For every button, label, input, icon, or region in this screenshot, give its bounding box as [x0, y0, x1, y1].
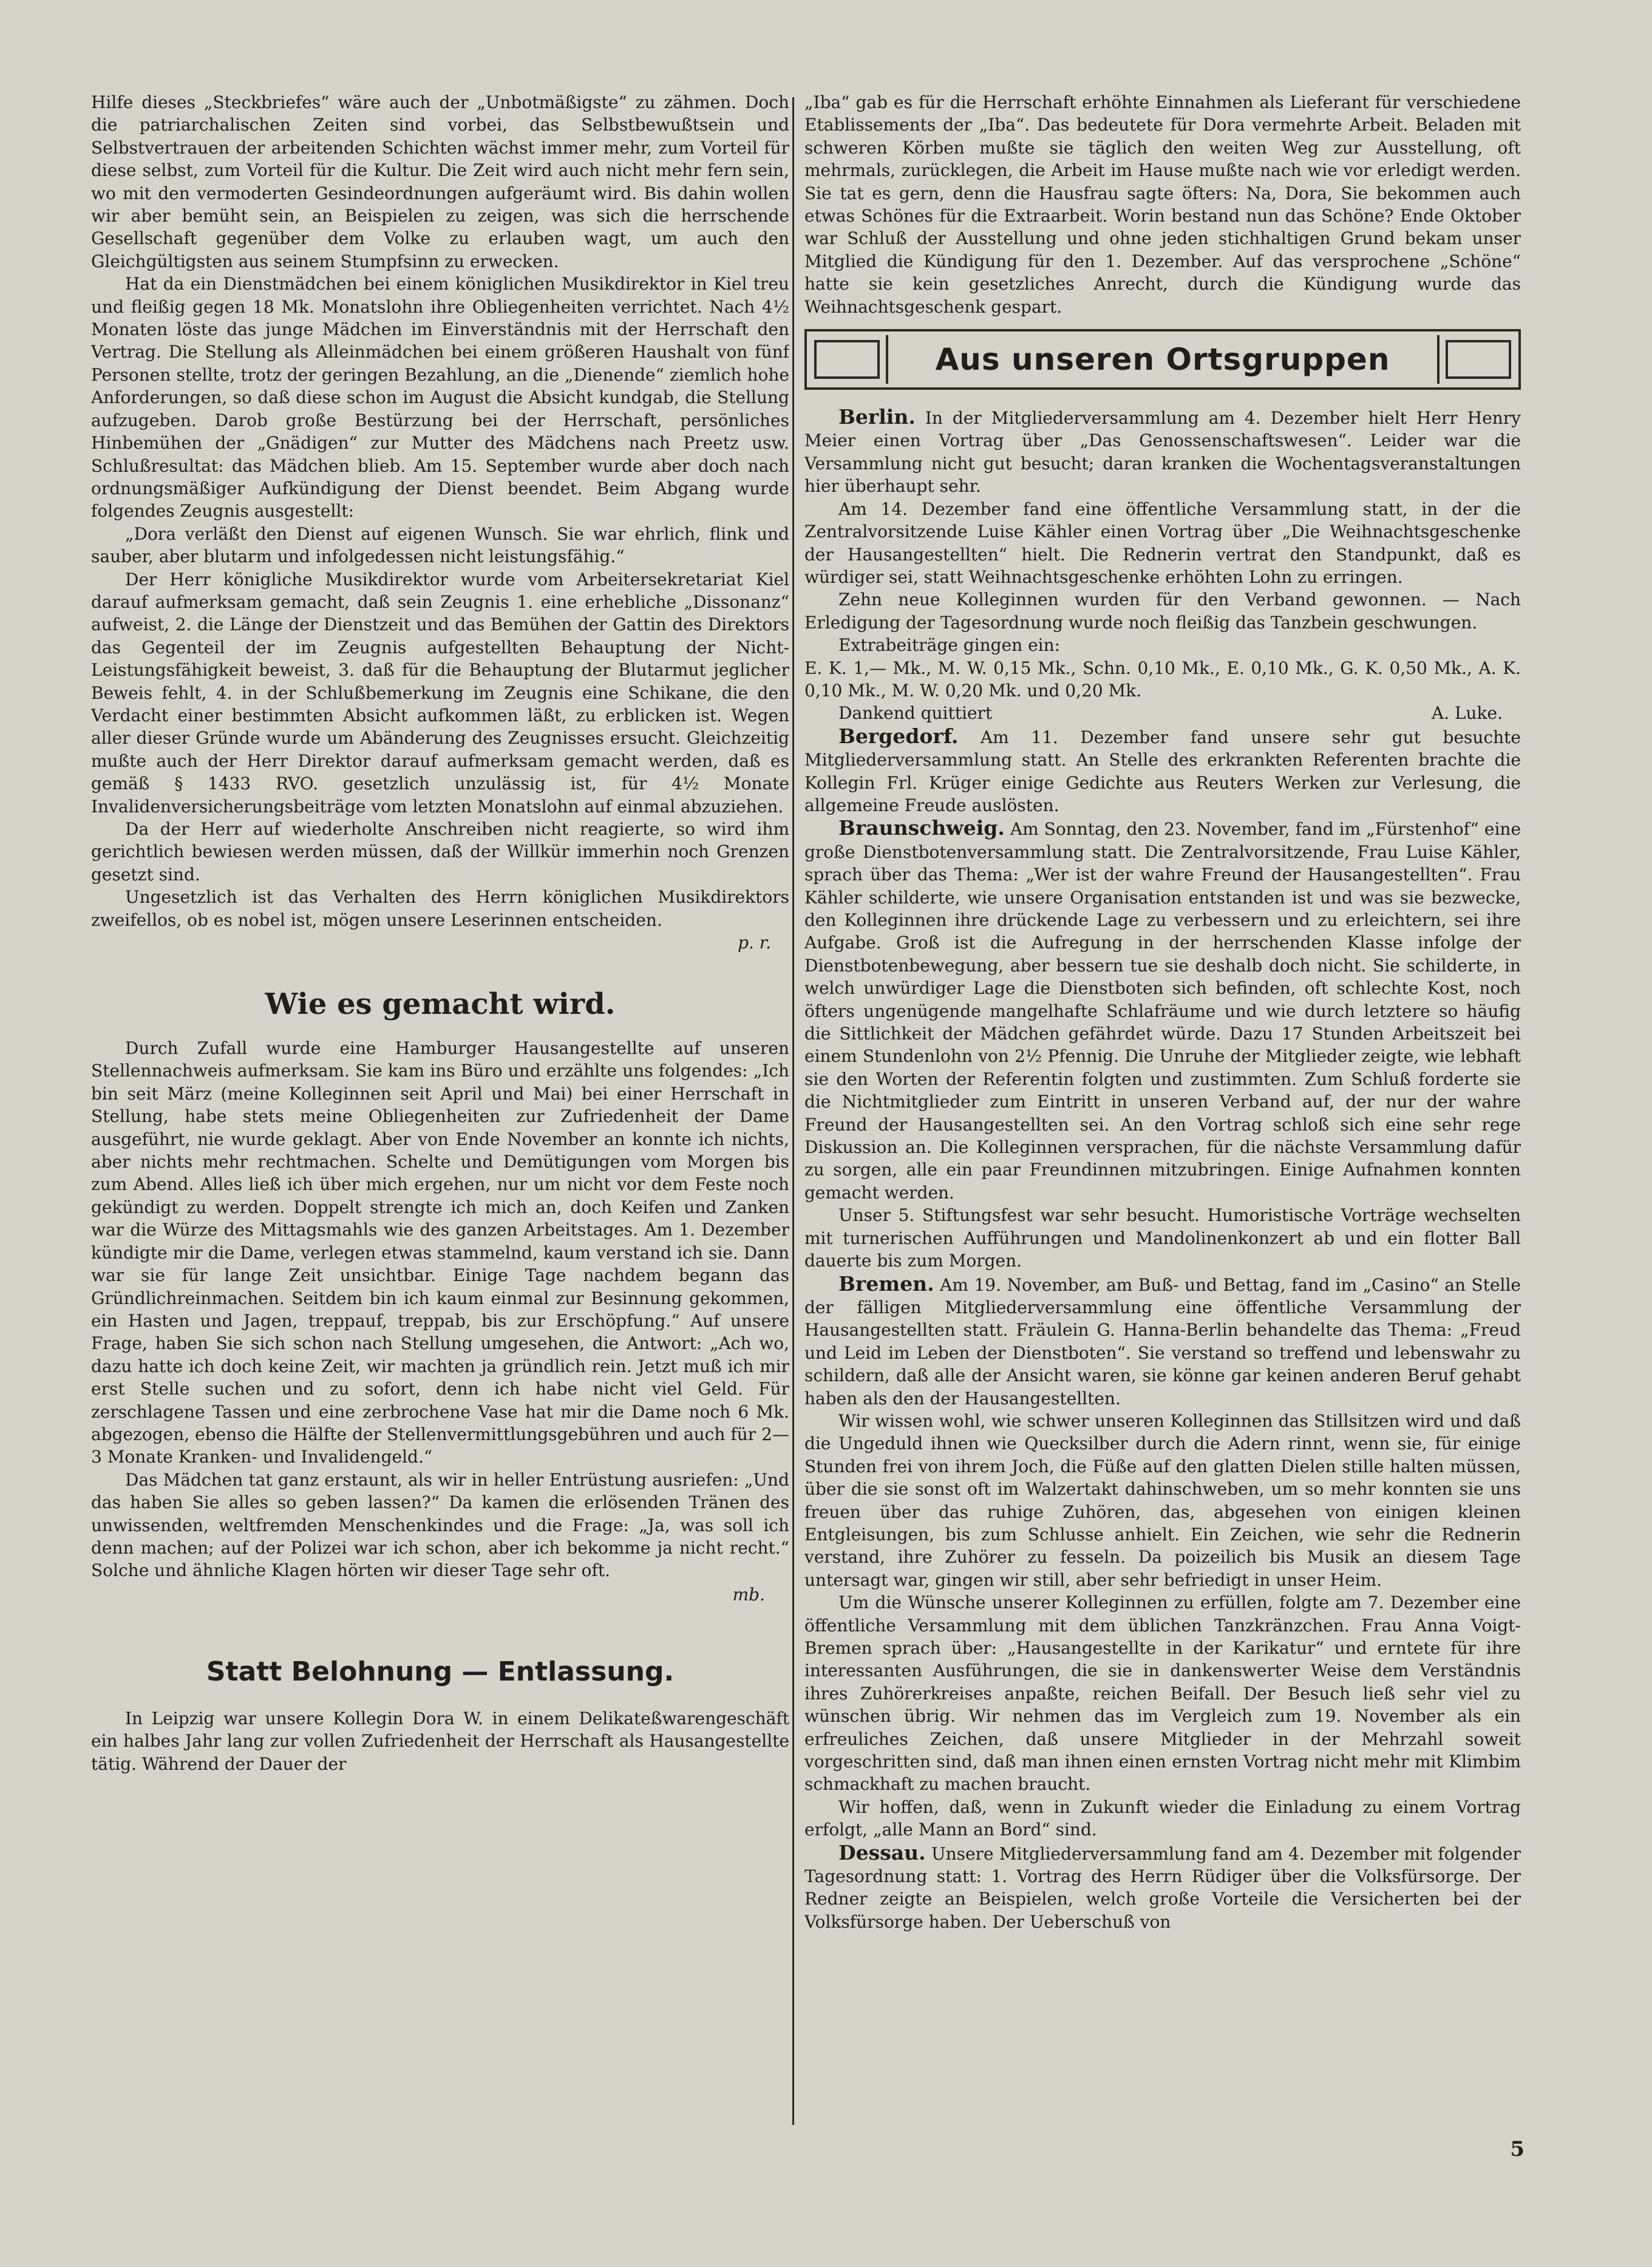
- paragraph: Das Mädchen tat ganz erstaunt, als wir in heller Entrüstung ausriefen: „Und das haben Sie alles so geben lassen?“ Da kamen die erlösenden Tränen des unwissenden, weltfremden Menschenkindes und die Frage: „Ja, was soll ich denn machen; auf der Polizei war ich schon, aber ich bekomme ja nicht recht.“ Solche und ähnliche Klagen hörten wir dieser Tage sehr oft.: [91, 1469, 789, 1581]
- banner-title-frame: [886, 335, 1440, 384]
- section-title: Aus unseren Ortsgruppen: [935, 342, 1390, 378]
- paragraph: Am 14. Dezember fand eine öffentliche Versammlung statt, in der die Zentralvorsitzende Luise Kähler einen Vortrag über „Die Weihnachtsgeschenke der Hausangestellten“ hielt. Die Rednerin vertrat den Standpunkt, daß es würdiger sei, statt Weihnachtsgeschenke erhöhten Lohn zu erringen.: [804, 498, 1521, 587]
- local-report-braunschweig: [804, 817, 1521, 1204]
- city-name: Bremen.: [838, 1271, 934, 1296]
- banner-ornament-left: [814, 340, 880, 379]
- donation-list: E. K. 1,— Mk., M. W. 0,15 Mk., Schn. 0,10 Mk., E. 0,10 Mk., G. K. 0,50 Mk., A. K. 0,10 Mk., M. W. 0,20 Mk. und 0,20 Mk.: [804, 658, 1521, 701]
- right-column: [804, 91, 1521, 2198]
- paragraph: Ungesetzlich ist das Verhalten des Herrn königlichen Musikdirektors zweifellos, ob es nobel ist, mögen unsere Leserinnen entscheiden.: [91, 887, 789, 930]
- paragraph: Der Herr königliche Musikdirektor wurde vom Arbeitersekretariat Kiel darauf aufmerksam gemacht, daß sein Zeugnis 1. eine erhebliche „Dissonanz“ aufweist, 2. die Länge der Dienstzeit und das Bemühen der Gattin des Direktors das Gegenteil der im Zeugnis aufgestellten Behauptung der Nicht-Leistungsfähigkeit beweist, 3. daß für die Behauptung der Blutarmut jeglicher Beweis fehlt, 4. in der Schlußbemerkung im Zeugnis eine Schikane, die den Verdacht einer bestimmten Absicht aufkommen läßt, zu erblicken ist. Wegen aller dieser Gründe wurde um Abänderung des Zeugnisses ersucht. Gleichzeitig mußte auch der Herr Direktor darauf aufmerksam gemacht werden, daß es gemäß § 1433 RVO. gesetzlich unzulässig ist, für 4½ Monate Invalidenversicherungsbeiträge vom letzten Monatslohn auf einmal abzuziehen.: [91, 569, 789, 817]
- report-text: Unsere Mitgliederversammlung fand am 4. Dezember mit folgender Tagesordnung statt: 1. Vortrag des Herrn Rüdiger über die Volksfürsorge. Der Redner zeigte an Beispielen, welch große Vorteile die Versicherten bei der Volksfürsorge haben. Der Ueberschuß von: [804, 1843, 1521, 1932]
- city-name: Dessau.: [838, 1840, 926, 1864]
- section-banner: [804, 329, 1521, 390]
- paragraph: Wir hoffen, daß, wenn in Zukunft wieder die Einladung zu einem Vortrag erfolgt, „alle Mann an Bord“ sind.: [804, 1796, 1521, 1840]
- paragraph: Da der Herr auf wiederholte Anschreiben nicht reagierte, so wird ihm gerichtlich bewiesen werden müssen, daß der Willkür immerhin noch Grenzen gesetzt sind.: [91, 819, 789, 885]
- article-heading: Statt Belohnung — Entlassung.: [206, 1656, 675, 1687]
- receipt-note: Dankend quittiert: [838, 703, 993, 724]
- article-heading: Wie es gemacht wird.: [265, 987, 616, 1022]
- paragraph: „Iba“ gab es für die Herrschaft erhöhte Einnahmen als Lieferant für verschiedene Etablissements der „Iba“. Das bedeutete für Dora vermehrte Arbeit. Beladen mit schweren Körben mußte sie täglich den weiten Weg zur Ausstellung, oft mehrmals, zurücklegen, die Arbeit im Hause mußte nach wie vor erledigt werden. Sie tat es gern, denn die Hausfrau sagte öfters: Na, Dora, Sie bekommen auch etwas Schönes für die Extraarbeit. Worin bestand nun das Schöne? Ende Oktober war Schluß der Ausstellung und ohne jeden stichhaltigen Grund bekam unser Mitglied die Kündigung für den 1. Dezember. Auf das versprochene „Schöne“ hatte sie kein gesetzliches Anrecht, durch die Kündigung wurde das Weihnachtsgeschenk gespart.: [804, 92, 1521, 317]
- city-name: Bergedorf.: [838, 724, 959, 748]
- left-column: [91, 91, 789, 2198]
- local-report-dessau: [804, 1841, 1521, 1934]
- page-number: 5: [1510, 2137, 1525, 2161]
- paragraph: Zehn neue Kolleginnen wurden für den Verband gewonnen. — Nach Erledigung der Tagesordnung wurde noch fleißig das Tanzbein geschwungen.: [804, 590, 1521, 633]
- local-report-berlin: [804, 406, 1521, 498]
- paragraph: Wir wissen wohl, wie schwer unseren Kolleginnen das Stillsitzen wird und daß die Ungeduld ihnen wie Quecksilber durch die Adern rinnt, wenn sie, für einige Stunden frei von ihrem Joch, die Füße auf den glatten Dielen stille halten müssen, über die sie sonst oft im Walzertakt dahinschweben, um so mehr konnten sie uns freuen über das ruhige Zuhören, das, abgesehen von einigen kleinen Entgleisungen, bis zum Schlusse anhielt. Ein Zeichen, wie sehr die Rednerin verstand, ihre Zuhörer zu fesseln. Da poizeilich bis Musik an diesem Tage untersagt war, gingen wir still, aber sehr befriedigt in unser Heim.: [804, 1410, 1521, 1590]
- paragraph: Hilfe dieses „Steckbriefes“ wäre auch der „Unbotmäßigste“ zu zähmen. Doch die patriarchalischen Zeiten sind vorbei, das Selbstbewußtsein und Selbstvertrauen der arbeitenden Schichten wächst immer mehr, zum Vorteil für diese selbst, zum Vorteil für die Kultur. Die Zeit wird auch nicht mehr fern sein, wo mit den vermoderten Gesindeordnungen aufgeräumt wird. Bis dahin wollen wir aber bemüht sein, an Beispielen zu zeigen, was sich die herrschende Gesellschaft gegenüber dem Volke zu erlauben wagt, um auch den Gleichgültigsten aus seinem Stumpfsinn zu erwecken.: [91, 92, 789, 271]
- paragraph: Um die Wünsche unserer Kolleginnen zu erfüllen, folgte am 7. Dezember eine öffentliche Versammlung mit dem üblichen Tanzkränzchen. Frau Anna Voigt-Bremen sprach über: „Hausangestellte in der Karikatur“ und erntete für ihre interessanten Ausführungen, die sie in dankenswerter Weise dem Verständnis ihres Zuhörerkreises anpaßte, reichen Beifall. Der Besuch ließ sehr viel zu wünschen übrig. Wir nehmen das im Vergleich zum 19. November als ein erfreuliches Zeichen, daß unsere Mitglieder in der Mehrzahl soweit vorgeschritten sind, daß man ihnen einen ernsten Vortrag nicht mehr mit Klimbim schmackhaft zu machen braucht.: [804, 1592, 1521, 1795]
- quoted-reference: „Dora verläßt den Dienst auf eigenen Wunsch. Sie war ehrlich, flink und sauber, aber blutarm und infolgedessen nicht leistungsfähig.“: [91, 523, 789, 567]
- report-text: Am 11. Dezember fand unsere sehr gut besuchte Mitgliederversammlung statt. An Stelle des erkrankten Referenten brachte die Kollegin Frl. Krüger einige Gedichte aus Reuters Werken zur Verlesung, die allgemeine Freude auslösten.: [804, 727, 1521, 815]
- banner-ornament-right: [1446, 340, 1511, 379]
- paragraph: Unser 5. Stiftungsfest war sehr besucht. Humoristische Vorträge wechselten mit turnerischen Aufführungen und Mandolinenkonzert ab und ein flotter Ball dauerte bis zum Morgen.: [804, 1205, 1521, 1271]
- city-name: Braunschweig.: [838, 816, 1005, 840]
- paragraph: Hat da ein Dienstmädchen bei einem königlichen Musikdirektor in Kiel treu und fleißig gegen 18 Mk. Monatslohn ihre Obliegenheiten verrichtet. Nach 4½ Monaten löste das junge Mädchen im Einverständnis mit der Herrschaft den Vertrag. Die Stellung als Alleinmädchen bei einem größeren Haushalt von fünf Personen stellte, trotz der geringen Bezahlung, an die „Dienende“ ziemlich hohe Anforderungen, so daß diese schon im August die Absicht kundgab, die Stellung aufzugeben. Darob große Bestürzung bei der Herrschaft, persönliches Hinbemühen der „Gnädigen“ zur Mutter des Mädchens nach Preetz usw. Schlußresultat: das Mädchen blieb. Am 15. September wurde aber doch nach ordnungsmäßiger Aufkündigung der Dienst beendet. Beim Abgang wurde folgendes Zeugnis ausgestellt:: [91, 274, 789, 522]
- author-signature: A. Luke.: [1431, 703, 1503, 724]
- report-text: Am Sonntag, den 23. November, fand im „Fürstenhof“ eine große Dienstbotenversammlung statt. Die Zentralvorsitzende, Frau Luise Kähler, sprach über das Thema: „Wer ist der wahre Freund der Hausangestellten“. Frau Kähler schilderte, wie unsere Organisation entstanden ist und was sie bezwecke, den Kolleginnen ihre drückende Lage zu verbessern und zu erleichtern, sei ihre Aufgabe. Groß ist die Aufregung in der herrschenden Klasse infolge der Dienstbotenbewegung, aber bessern tue sie deshalb doch nicht. Sie schilderte, in welch unwürdiger Lage die Dienstboten sich befinden, oft schlechte Kost, noch öfters ungenügende mangelhafte Schlafräume und wie durch letztere so häufig die Sittlichkeit der Mädchen gefährdet würde. Dazu 17 Stunden Arbeitszeit bei einem Stundenlohn von 2½ Pfennig. Die Unruhe der Mitglieder zeigte, wie lebhaft sie den Worten der Referentin folgten und zustimmten. Zum Schluß forderte sie die Nichtmitglieder zum Eintritt in unseren Verband auf, der nur der wahre Freund der Hausangestellten sei. An den Vortrag schloß sich eine sehr rege Diskussion an. Die Kolleginnen versprachen, für die nächste Versammlung dafür zu sorgen, alle ein paar Freundinnen mitzubringen. Einige Aufnahmen konnten gemacht werden.: [804, 819, 1521, 1203]
- receipt-line: [804, 702, 1521, 724]
- report-text: Am 19. November, am Buß- und Bettag, fand im „Casino“ an Stelle der fälligen Mitgliederversammlung eine öffentliche Versammlung der Hausangestellten statt. Fräulein G. Hanna-Berlin behandelte das Thema: „Freud und Leid im Leben der Dienstboten“. Sie verstand so treffend und lebenswahr zu schildern, daß alle der Ansicht waren, sie könne gar keinen anderen Beruf gehabt haben als den der Hausangestellten.: [804, 1274, 1521, 1409]
- local-report-bremen: [804, 1273, 1521, 1410]
- author-initials: mb.: [732, 1584, 765, 1605]
- author-initials: p. r.: [738, 933, 771, 953]
- paragraph: Extrabeiträge gingen ein:: [838, 635, 1061, 656]
- paragraph: In Leipzig war unsere Kollegin Dora W. in einem Delikateßwarengeschäft ein halbes Jahr lang zur vollen Zufriedenheit der Herrschaft als Hausangestellte tätig. Während der Dauer der: [91, 1708, 789, 1774]
- local-report-bergedorf: [804, 725, 1521, 817]
- column-divider: [792, 97, 794, 2125]
- city-name: Berlin.: [838, 405, 916, 429]
- report-text: In der Mitgliederversammlung am 4. Dezember hielt Herr Henry Meier einen Vortrag über „Das Genossenschaftswesen“. Leider war die Versammlung nicht gut besucht; daran kranken die Wochentagsveranstaltungen hier überhaupt sehr.: [804, 408, 1521, 497]
- paragraph: Durch Zufall wurde eine Hamburger Hausangestellte auf unseren Stellennachweis aufmerksam. Sie kam ins Büro und erzählte uns folgendes: „Ich bin seit März (meine Kolleginnen seit April und Mai) bei einer Herrschaft in Stellung, habe stets meine Obliegenheiten zur Zufriedenheit der Dame ausgeführt, nie wurde geklagt. Aber von Ende November an konnte ich nichts, aber nichts mehr rechtmachen. Schelte und Demütigungen vom Morgen bis zum Abend. Alles ließ ich über mich ergehen, nur um nicht vor dem Feste noch gekündigt zu werden. Doppelt strengte ich mich an, doch Keifen und Zanken war die Würze des Mittagsmahls wie des ganzen Arbeitstages. Am 1. Dezember kündigte mir die Dame, verlegen etwas stammelnd, kaum verstand ich sie. Dann war sie für lange Zeit unsichtbar. Einige Tage nachdem begann das Gründlichreinmachen. Seitdem bin ich kaum einmal zur Besinnung gekommen, ein Hasten und Jagen, treppauf, treppab, bis zur Erschöpfung.“ Auf unsere Frage, haben Sie sich schon nach Stellung umgesehen, die Antwort: „Ach wo, dazu hatte ich doch keine Zeit, wir machten ja gründlich rein. Jetzt muß ich mir erst Stelle suchen und zu sofort, denn ich habe nicht viel Geld. Für zerschlagene Tassen und eine zerbrochene Vase hat mir die Dame noch 6 Mk. abgezogen, ebenso die Hälfte der Stellenvermittlungsgebühren und auch für 2—3 Monate Kranken- und Invalidengeld.“: [91, 1038, 789, 1467]
